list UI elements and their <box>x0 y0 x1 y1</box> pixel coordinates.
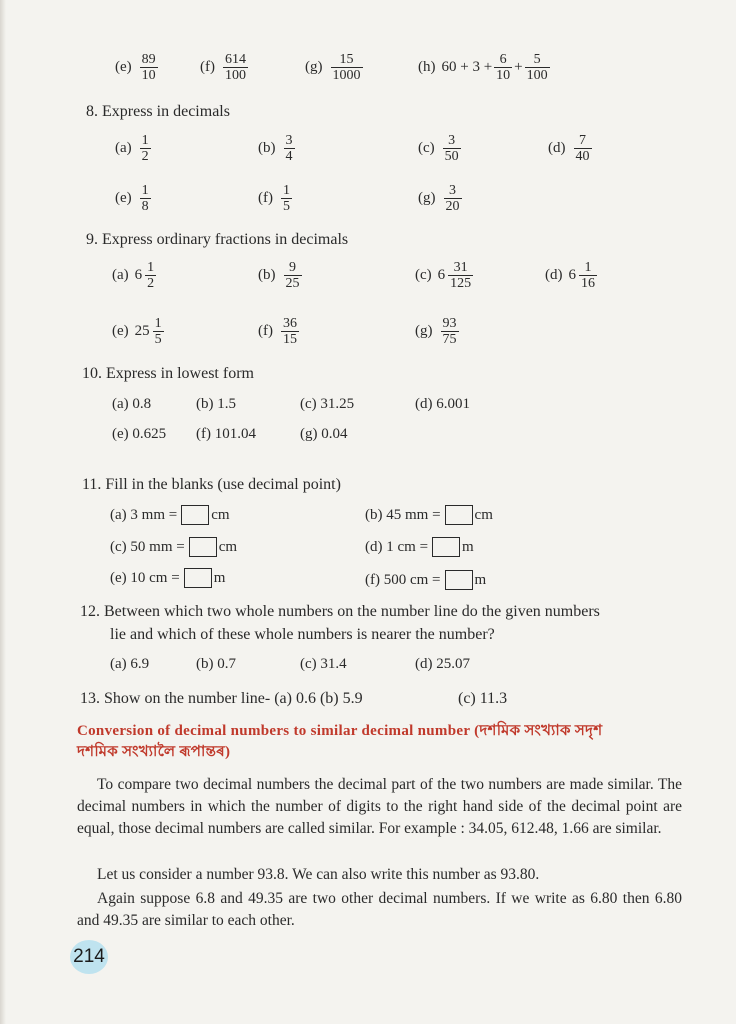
fraction: $\frac{1}{5}$ <box>154 316 162 348</box>
q11-option-d: (d) 1 cm = m <box>365 537 474 557</box>
fraction: $\frac{1}{5}$ <box>283 183 290 215</box>
q8-option-g: (g) $\frac{3}{20}$ <box>418 183 460 215</box>
q8-option-d: (d) $\frac{7}{40}$ <box>548 133 590 165</box>
fraction: $\frac{31}{125}$ <box>450 260 472 292</box>
q9-option-g: (g) $\frac{93}{75}$ <box>415 316 457 348</box>
q11-option-f: (f) 500 cm = m <box>365 570 486 590</box>
fraction: $\frac{1}{2}$ <box>141 133 149 165</box>
fraction: $\frac{5}{100}$ <box>526 52 548 84</box>
q7-option-f: (f) $\frac{614}{100}$ <box>200 52 246 84</box>
q9-option-d: (d) 6 $\frac{1}{16}$ <box>545 260 595 292</box>
page-number-badge: 214 <box>70 940 108 974</box>
q8-option-b: (b) $\frac{3}{4}$ <box>258 133 293 165</box>
fraction: $\frac{89}{10}$ <box>141 52 156 84</box>
q12-line1: 12. Between which two whole numbers on the number line do the given numbers <box>80 603 600 620</box>
fraction: $\frac{7}{40}$ <box>575 133 590 165</box>
section-heading-line1: Conversion of decimal numbers to similar decimal number (দশমিক সংখ্যাক সদৃশ <box>77 723 603 739</box>
q8-option-a: (a) $\frac{1}{2}$ <box>115 133 149 165</box>
q8-option-f: (f) $\frac{1}{5}$ <box>258 183 290 215</box>
answer-box <box>432 537 460 557</box>
q7-option-e: (e) $\frac{89}{10}$ <box>115 52 156 84</box>
fraction: $\frac{93}{75}$ <box>442 316 457 348</box>
q10-option-b: (b) 1.5 <box>196 396 236 412</box>
q10-option-g: (g) 0.04 <box>300 426 348 442</box>
section-heading-line2: দশমিক সংখ্যালৈ ৰূপান্তৰ) <box>77 744 231 760</box>
q10-option-f: (f) 101.04 <box>196 426 256 442</box>
fraction: $\frac{6}{10}$ <box>496 52 511 84</box>
fraction: $\frac{614}{100}$ <box>225 52 246 84</box>
q12-option-c: (c) 31.4 <box>300 656 347 672</box>
q11-option-a: (a) 3 mm = cm <box>110 505 230 525</box>
q10-option-d: (d) 6.001 <box>415 396 470 412</box>
q10-option-c: (c) 31.25 <box>300 396 355 412</box>
q7-option-g: (g) $\frac{15}{1000}$ <box>305 52 361 84</box>
fraction: $\frac{3}{20}$ <box>445 183 460 215</box>
q10-title: 10. Express in lowest form <box>82 365 254 382</box>
q9-option-c: (c) 6 $\frac{31}{125}$ <box>415 260 472 292</box>
fraction: $\frac{1}{2}$ <box>147 260 155 292</box>
answer-box <box>445 505 473 525</box>
q13-option-c: (c) 11.3 <box>458 690 508 707</box>
q8-option-c: (c) $\frac{3}{50}$ <box>418 133 459 165</box>
q11-option-c: (c) 50 mm = cm <box>110 537 237 557</box>
answer-box <box>184 568 212 588</box>
paragraph-1: To compare two decimal numbers the decimal part of the two numbers are made similar. The decimal numbers in which the number of digits to the right hand side of the decimal point are equal, those decimal numbers are called similar. For example : 34.05, 612.48, 1.66 are similar. <box>77 776 682 837</box>
q11-option-e: (e) 10 cm = m <box>110 568 225 588</box>
fraction: $\frac{9}{25}$ <box>285 260 300 292</box>
q9-option-e: (e) 25 $\frac{1}{5}$ <box>112 316 162 348</box>
q10-option-e: (e) 0.625 <box>112 426 167 442</box>
fraction: $\frac{1}{8}$ <box>141 183 149 215</box>
answer-box <box>445 570 473 590</box>
page-edge-shadow <box>0 0 6 1024</box>
q8-option-e: (e) $\frac{1}{8}$ <box>115 183 149 215</box>
q7-option-h: (h) 60 + 3 + $\frac{6}{10}$ + $\frac{5}{100}$ <box>418 52 548 84</box>
answer-box <box>189 537 217 557</box>
q12-line2: lie and which of these whole numbers is nearer the number? <box>110 626 495 643</box>
answer-box <box>181 505 209 525</box>
q9-option-b: (b) $\frac{9}{25}$ <box>258 260 300 292</box>
q12-option-b: (b) 0.7 <box>196 656 236 672</box>
q9-option-a: (a) 6 $\frac{1}{2}$ <box>112 260 155 292</box>
fraction: $\frac{15}{1000}$ <box>332 52 361 84</box>
q9-option-f: (f) $\frac{36}{15}$ <box>258 316 297 348</box>
fraction: $\frac{3}{50}$ <box>444 133 459 165</box>
fraction: $\frac{1}{16}$ <box>581 260 595 292</box>
q9-title: 9. Express ordinary fractions in decimals <box>86 231 349 248</box>
q13-text: 13. Show on the number line- (a) 0.6 (b) 5.9 <box>80 690 363 707</box>
q12-option-a: (a) 6.9 <box>110 656 150 672</box>
q8-title: 8. Express in decimals <box>86 103 230 120</box>
paragraph-2: Let us consider a number 93.8. We can also write this number as 93.80. <box>97 866 540 883</box>
paragraph-3: Again suppose 6.8 and 49.35 are two other decimal numbers. If we write as 6.80 then 6.80 and 49.35 are similar to each other. <box>77 890 682 929</box>
q10-option-a: (a) 0.8 <box>112 396 152 412</box>
q11-title: 11. Fill in the blanks (use decimal point) <box>82 476 341 493</box>
q11-option-b: (b) 45 mm = cm <box>365 505 493 525</box>
fraction: $\frac{36}{15}$ <box>283 316 297 348</box>
fraction: $\frac{3}{4}$ <box>285 133 293 165</box>
q12-option-d: (d) 25.07 <box>415 656 470 672</box>
